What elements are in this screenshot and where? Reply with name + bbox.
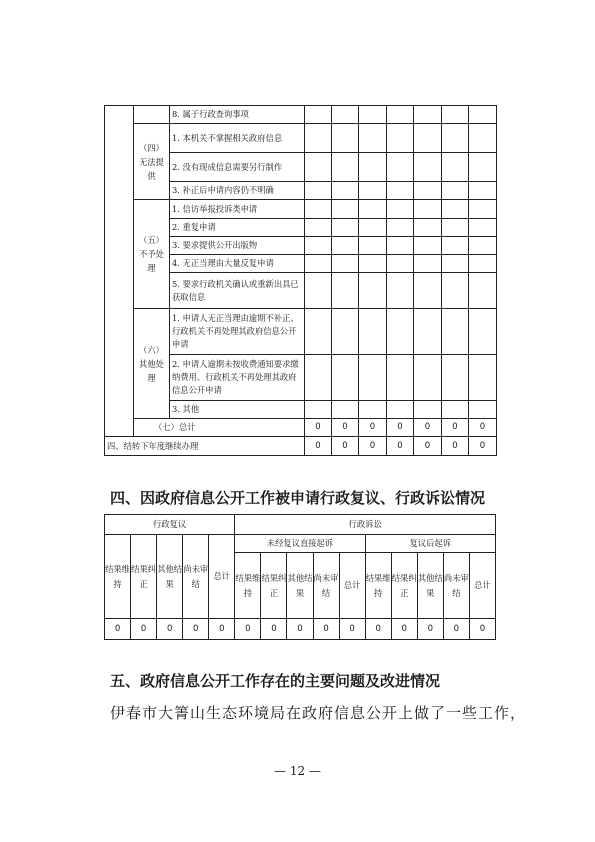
value-cell: 0 [339,619,365,640]
group-label-cannot-provide: （四）无法提供 [134,124,170,200]
col-header: 尚未审结 [313,553,339,619]
value-cell: 0 [287,619,313,640]
litigation-header: 行政诉讼 [235,515,496,535]
col-header: 结果维持 [365,553,391,619]
col-header: 其他结果 [157,535,183,619]
col-header: 总计 [209,535,235,619]
col-header: 总计 [469,553,495,619]
row-label: 3. 要求提供公开出版物 [170,237,305,255]
value-cell: 0 [469,619,495,640]
application-handling-table [104,105,497,456]
left-spacer-cell [105,106,134,437]
value-cell: 0 [414,419,442,437]
value-cell: 0 [359,419,387,437]
value-cell: 0 [313,619,339,640]
row-label: 3. 其他 [170,401,305,419]
col-header: 其他结果 [287,553,313,619]
value-cell: 0 [442,437,469,456]
col-header: 结果纠正 [131,535,157,619]
value-cell: 0 [235,619,261,640]
no-review-header: 未经复议直接起诉 [235,535,365,553]
row-label: 1. 信访举报投诉类申请 [170,200,305,219]
reconsideration-header: 行政复议 [105,515,235,535]
value-cell: 0 [209,619,235,640]
section-heading-5: 五、政府信息公开工作存在的主要问题及改进情况 [110,672,441,690]
row-label: 1. 本机关不掌握相关政府信息 [170,124,305,153]
col-header: 其他结果 [417,553,443,619]
row-label: 1. 申请人无正当理由逾期不补正、行政机关不再处理其政府信息公开申请 [170,309,305,355]
value-cell: 0 [131,619,157,640]
body-paragraph: 伊春市大箐山生态环境局在政府信息公开上做了一些工作， [110,704,527,722]
value-cell: 0 [261,619,287,640]
row-label: 8. 属于行政查询事项 [170,106,305,124]
col-header: 结果维持 [235,553,261,619]
row-label: 2. 重复申请 [170,219,305,237]
row-label: 2. 申请人逾期未按收费通知要求缴纳费用、行政机关不再处理其政府信息公开申请 [170,355,305,401]
col-header: 尚未审结 [443,553,469,619]
value-cell: 0 [365,619,391,640]
value-cell: 0 [157,619,183,640]
values-row [105,619,496,640]
value-cell: 0 [183,619,209,640]
value-cell: 0 [391,619,417,640]
total-label: （七）总计 [134,419,305,437]
group-label-other-handling: （六）其他处理 [134,309,170,419]
value-cell: 0 [442,419,469,437]
total-row [105,419,497,437]
value-cell: 0 [332,419,359,437]
row-label: 3. 补正后申请内容仍不明确 [170,182,305,200]
value-cell: 0 [305,419,332,437]
value-cell: 0 [414,437,442,456]
col-header: 结果纠正 [391,553,417,619]
value-cell: 0 [332,437,359,456]
row-label: 4. 无正当理由大量反复申请 [170,255,305,273]
value-cell: 0 [443,619,469,640]
empty-group-cell [134,106,170,124]
review-litigation-table [104,514,496,640]
carry-over-label: 四、结转下年度继续办理 [105,437,305,456]
row-label: 2. 没有现成信息需要另行制作 [170,153,305,182]
section-heading-4: 四、因政府信息公开工作被申请行政复议、行政诉讼情况 [110,489,486,507]
col-header: 尚未审结 [183,535,209,619]
value-cell: 0 [417,619,443,640]
page-number: — 12 — [274,764,321,778]
col-header: 结果维持 [105,535,131,619]
value-cell: 0 [387,419,414,437]
after-review-header: 复议后起诉 [365,535,495,553]
group-label-not-processed: （五）不予处理 [134,200,170,309]
carry-over-row [105,437,497,456]
value-cell: 0 [105,619,131,640]
col-header: 总计 [339,553,365,619]
value-cell: 0 [305,437,332,456]
col-header: 结果纠正 [261,553,287,619]
value-cell: 0 [387,437,414,456]
value-cell: 0 [469,419,497,437]
value-cell: 0 [469,437,497,456]
value-cell: 0 [359,437,387,456]
row-label: 5. 要求行政机关确认或重新出具已获取信息 [170,273,305,309]
